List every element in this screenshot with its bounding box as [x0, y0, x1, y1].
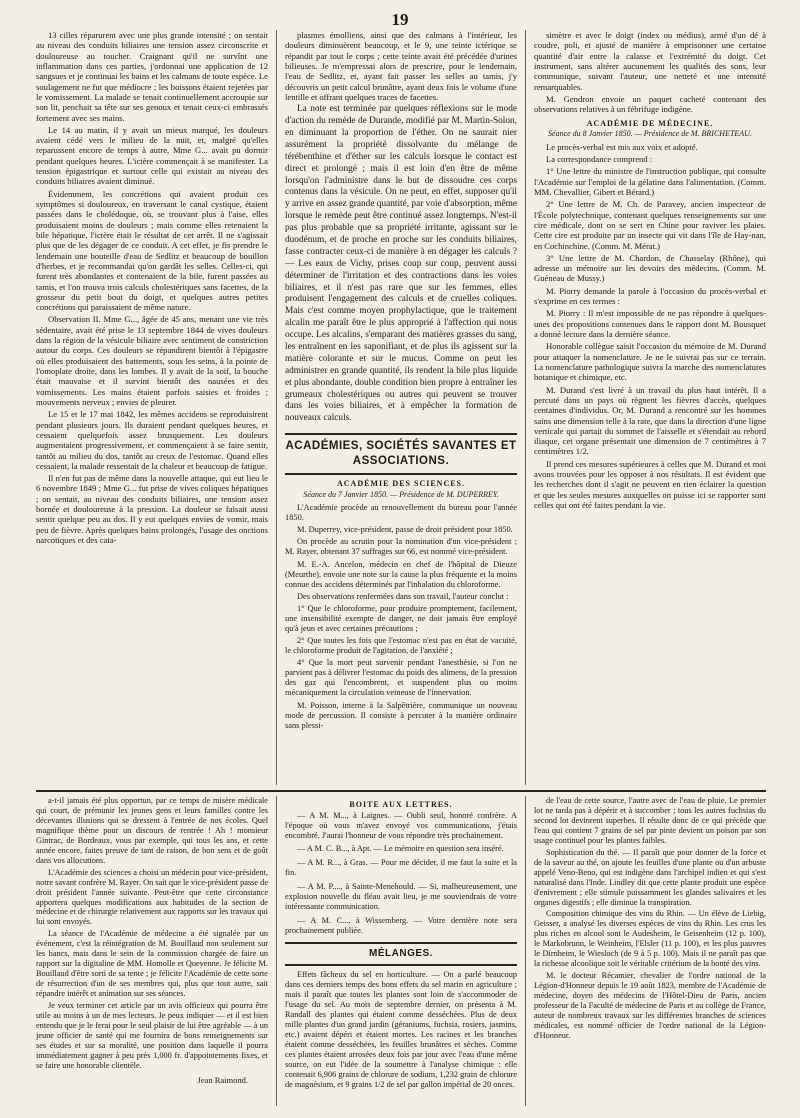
paragraph: 13 cilles réparurent avec une plus grande intensité ; on sentait au niveau des conduits biliaires une tension assez circonscrite et douloureuse au toucher. Craignant qu'il ne survînt une inflammation dans ces parties, j'ordonnai une application de 12 sangsues et je continuai les bains et les calmans de toute espèce. Le soulagement ne fut que médiocre ; les boissons étaient rejetées par le vomissement. La malade se tenait continuellement accroupie sur son lit, penchait sa tête sur ses genoux et tenait ceux-ci embrassés fortement avec ses mains. [36, 30, 268, 123]
column-2 [285, 30, 517, 785]
paragraph: M. le docteur Récamier, chevalier de l'ordre national de la Légion-d'Honneur depuis le 19 août 1823, membre de l'Académie de médecine, doyen des médecins de l'Hôtel-Dieu de Paris, ancien professeur de la Faculté de médecine de Paris et au collège de France, auteur de nombreux travaux sur les différentes branches de sciences médicales, est nommé officier de l'ordre national de la Légion-d'Honneur. [534, 971, 766, 1040]
paragraph: Évidemment, les concrétions qui avaient produit ces symptômes si douloureux, en traversant le canal cystique, étaient passées dans le cholédoque, où, se trouvant plus à l'aise, elles produisaient moins de douleurs ; mais comme elles retenaient la bile hépatique, l'ictère était le résultat de cet arrêt. Il ne s'agissait plus que de les dégager de ce conduit. A cet effet, je fis prendre le lendemain une bouteille d'eau de Sedlitz et beaucoup de bouillon d'herbes, et je recommandai qu'on gardât les selles. Celles-ci, qui furent très abondantes et contenaient de la bile, furent passées au tamis, et l'on trouva trois calculs cholestériques sans facettes, de la grosseur du petit bout du doigt, et quelques autres petites concrétions qui paraissaient de même nature. [36, 188, 268, 313]
academy-title: ACADÉMIE DE MÉDECINE. [586, 118, 714, 128]
paragraph: La séance de l'Académie de médecine a été signalée par un événement, c'est la réintégration de M. Bouillaud non seulement sur les bancs, mais dans le sein de la commission chargée de faire un rapport sur la digitaline de MM. Homolle et Quevenne. Je félicite M. Bouillaud d'être sorti de sa tente ; je félicite l'Académie de cette sorte de résurrection d'un de ses membres qui, plus que tout autre, sait répandre intérêt et animation sur ses séances. [36, 929, 268, 999]
minutes-item: 2° Une lettre de M. Ch. de Paravey, ancien inspecteur de l'École polytechnique, contenant quelques renseignements sur une cire médicale, dont on se sert en Chine pour raviver les plaies. Cette cire est produite par un insecte qui vit dans l'île de Hay-nan, en Cochinchine. (Comm. M. Mérat.) [534, 199, 766, 251]
page-number: 19 [391, 10, 409, 29]
column-divider [525, 796, 526, 1106]
minutes-item: 3° Une lettre de M. Chardon, de Chasselay (Rhône), qui adresse un mémoire sur les devoirs des médecins. (Comm. M. Guéneau de Mussy.) [534, 252, 766, 284]
minutes-item: 1° Que le chloroforme, pour produire promptement, facilement, une insensibilité exempte de danger, ne doit jamais être employé qu'à jeun et avec certaines précautions ; [285, 603, 517, 633]
bottom-column-2 [285, 796, 517, 1106]
minutes-item: 1° Une lettre du ministre de l'instruction publique, qui consulte l'Académie sur l'emploi de la gélatine dans l'alimentation. (Comm. MM. Chevallier, Gibert et Bérard.) [534, 166, 766, 197]
column-divider [276, 30, 277, 785]
minutes-item: M. Piorry demande la parole à l'occasion du procès-verbal et s'exprime en ces termes : [534, 285, 766, 307]
paragraph: L'Académie des sciences a choisi un médecin pour vice-président, notre savant confrère M. Rayer. On sait que le vice-président passe de droit président l'année suivante. Peut-être que cette circonstance apportera quelques modifications aux habitudes de la section de médecine et de chirurgie relativement aux rapports sur les travaux qui lui sont envoyés. [36, 867, 268, 927]
column-divider [276, 796, 277, 1106]
column-divider [525, 30, 526, 785]
paragraph: La note est terminée par quelques réflexions sur le mode d'action du remède de Durande, modifié par M. Martin-Solon, en diminuant la proportion de l'éther. On ne saurait nier assurément la propriété dissolvante du mélange de térébenthine et d'éther sur les calculs lorsque le contact est direct et prolongé ; mais il est loin d'en être de même lorsqu'on l'administre dans le but de dissoudre ces corps contenus dans la vésicule. On ne peut, en effet, supposer qu'il y arrive en assez grande quantité, par voie d'absorption, même lorsque le remède peut être continué assez longtemps. N'est-il pas plus probable que sa propriété irritante, agissant sur le duodénum, et de proche en proche sur les conduits biliaires, fasse contracter ceux-ci de manière à en dégager les calculs ? — Les eaux de Vichy, prises coup sur coup, peuvent aussi déterminer de l'irritation et des contractions dans les voies biliaires, et il n'est pas rare que sur les femmes, elles produisent l'engagement des calculs et de cruelles coliques. Mais c'est comme moyen prophylactique, que le traitement alcalin me paraît être le plus approprié à l'affection qui nous occupe. Les alcalins, s'emparant des matières grasses du sang, les entraînent en les saponifiant, et de plus ils agissent sur la matière colorante et sur le mucus. Comme on peut les administrer en grande quantité, ils rendent la bile plus liquide et plus abondante, double condition bien propre à entraîner les grumeaux cholestériques ou autres qui peuvent se trouver dans les voies biliaires, et à empêcher la formation de nouveaux calculs. [285, 104, 517, 424]
lower-columns [36, 796, 766, 1106]
paragraph: Je veux terminer cet article par un avis officieux qui pourra être utile au moins à un de mes lecteurs. Je peux indiquer — et il est bien entendu que je le ferai pour le seul plaisir de lui être agréable — à un jeune officier de santé qui me fournira de bons renseignements sur ses études et sur sa moralité, une position dans laquelle il pourra immédiatement gagner à peu près 1,000 fr. d'appointements fixes, et se faire une honorable clientèle. [36, 1001, 268, 1070]
minutes-item: Le procès-verbal est mis aux voix et adopté. [546, 141, 698, 152]
letter-item: — A M. C..., à Wissemberg. — Votre dernière note sera prochainement publiée. [285, 916, 517, 936]
letter-item: — A M. R..., à Gras. — Pour me décider, il me faut la suite et la fin. [285, 858, 517, 878]
mixed-title: MÉLANGES. [285, 942, 517, 966]
minutes-item: Honorable collègue saisit l'occasion du mémoire de M. Durand pour attaquer la nomenclature. Je ne le suivrai pas sur ce terrain. La nomenclature pathologique suivra la marche des nomenclatures botanique et chimique, etc. [534, 341, 766, 383]
paragraph: de l'eau de cette source, l'autre avec de l'eau de pluie. Le premier lot ne tarda pas à dépérir et à succomber ; tous les autres fuchsias du second lot devinrent superbes. Il résulte donc de ce qui précède que l'eau qui contient 7 grains de sel par pinte devient un poison par son usage continuel pour les plantes faibles. [534, 796, 766, 845]
minutes-item: M. Durand s'est livré à un travail du plus haut intérêt. Il a percuté dans un pays où règnent les fièvres d'accès, quelques centaines d'individus. Or, M. Durand a rencontré sur les hommes sains une dimension telle à la rate, que dans la direction d'une ligne verticale qui partait du sommet de l'aisselle et s'étendait au rebord iliaque, cet organe présentait une dimension de 7 centimètres à 7 centimètres 1/2. [534, 384, 766, 457]
column-3 [534, 30, 766, 785]
letter-item: — A M. M..., à Laignes. — Oubli seul, honoré confrère. A l'époque où vous m'avez envoyé vos communications, j'étais encombré. J'aurai l'honneur de vous répondre très prochainement. [285, 810, 517, 840]
column-1 [36, 30, 268, 785]
minutes-item: Il prend ces mesures supérieures à celles que M. Durand et moi avons trouvées pour les opposer à nos résultats. Il est évident que les recherches dont il s'agit ne peuvent en rien éclairer la question et que les seules mesures auxquelles on puisse ici se rapporter sont celles qui ont été faites pendant la vie. [534, 458, 766, 510]
letter-item: — A M. P...., à Sainte-Menehould. — Si, malheureusement, une explosion nouvelle du fléau avait lieu, je me souviendrais de votre intéressante communication. [285, 882, 517, 912]
paragraph: M. Gendron envoie un paquet cacheté contenant des observations relatives à un fébrifuge indigène. [534, 93, 766, 115]
horizontal-divider [36, 790, 766, 792]
letters-box-title: BOITE AUX LETTRES. [349, 800, 453, 809]
minutes-item: La correspondance comprend : [546, 154, 653, 164]
paragraph: Le 14 au matin, il y avait un mieux marqué, les douleurs avaient cédé vers le milieu de la nuit, et, malgré qu'elles reparussent encore de temps à autre, Mme G... avait pu dormir pendant quelques heures. L'ictère commençait à se manifester. La tension épigastrique et surtout celle qui existait au niveau des conduits biliaires avaient diminué. [36, 124, 268, 187]
minutes-item: M. Poisson, interne à la Salpêtrière, communique un nouveau mode de percussion. Il consiste à percuter à la manière ordinaire sans plessi- [285, 700, 517, 730]
paragraph: Composition chimique des vins du Rhin. — Un élève de Liebig, Geisser, a analysé les diverses espèces de vins du Rhin. Les crus les plus riches en alcool sont le Audesheim, le Geisenheim (12 p. 100), le Markobrunn, le Weinheim, l'Elsler (11 p. 100), et les plus pauvres le Dirnheim, le Wiesloch (de 9 à 5 p. 100). Mais il ne paraît pas que la richesse alcoolique soit le véritable critérium de la bonté des vins. [534, 909, 766, 969]
minutes-item: 2° Que toutes les fois que l'estomac n'est pas en état de vacuité, le chloroforme produit de l'agitation, de l'anxiété ; [285, 636, 517, 656]
paragraph: plasmes émolliens, ainsi que des calmans à l'intérieur, les douleurs diminuèrent beaucoup, et le 9, une teinte ictérique se répandit par tout le corps ; cette teinte avait été précédée d'urines bilieuses. Je m'empressai alors de prescrire, pour le lendemain, l'eau de Sedlitz, et, ayant fait passer les selles au tamis, j'y découvris un petit calcul brunâtre, ayant deux fois le volume d'une lentille et offrant quelques traces de facettes. [285, 30, 517, 102]
paragraph: a-t-il jamais été plus opportun, par ce temps de misère médicale qui court, de prémunir les jeunes gens et leurs familles contre les décevantes illusions qui se dressent à l'entrée de nos écoles. Quel magnifique thème pour un discours de rentrée ! Ah ! monsieur Gintrac, de Bordeaux, vous par exemple, qui tous les ans, et cette année encore, faites preuve de tant de raison, de bon sens et de goût dans vos allocutions. [36, 796, 268, 865]
letter-item: — A M. C. B..., à Apt. — Le mémoire en question sera inséré. [297, 844, 504, 854]
upper-columns [36, 30, 766, 785]
paragraph: Le 15 et le 17 mai 1842, les mêmes accidens se reproduisirent pendant plusieurs jours. Ils duraient pendant quelques heures, et cessaient quelquefois assez brusquement. Les douleurs augmentaient progressivement, et commençaient à se faire sentir, tantôt au milieu du dos, tantôt au creux de l'estomac. Quand elles cessaient, la malade ressentait de la chaleur et beaucoup de fatigue. [36, 409, 268, 471]
bottom-column-1 [36, 796, 268, 1106]
paragraph: simètre et avec le doigt (index ou médius), armé d'un dé à coudre, poli, et ajusté de manière à emprisonner une certaine quantité d'air entre la calasse et l'extrémité du doigt. Cet instrument, sans altérer aucunement les qualités des sons, leur communique, suivant l'auteur, une netteté et une intensité remarquables. [534, 30, 766, 92]
minutes-item: 4° Que la mort peut survenir pendant l'anesthésie, si l'on ne parvient pas à délivrer l'estomac du poids des alimens, de la pression des gaz qui l'encombrent, et suspendent plus ou moins mécaniquement la circulation veineuse de l'innervation. [285, 658, 517, 698]
paragraph: Effets fâcheux du sel en horticulture. — On a parlé beaucoup dans ces derniers temps des bons effets du sel marin en agriculture ; mais il paraît que toutes les plantes sont loin de s'accommoder de l'usage du sel. Au mois de septembre dernier, on présenta à M. Randall des plantes qui étaient comme desséchées. Plus de deux mille plantes d'un grand jardin (géraniums, fuchsia, rosiers, jasmins, etc.) avaient dépéri et étaient mortes. Les racines et les branches étaient comme desséchées, les feuilles brunâtres et sèches. Comme ces plantes étaient arrosées deux fois par jour avec l'eau d'une même source, on eut l'idée de la soumettre à l'analyse chimique : elle contenait 6,906 grains de chlorure de sodium, 1,232 grain de chlorure de magnésium, et 9 grains 1/2 de sel par gallon impérial de 20 onces. [285, 970, 517, 1089]
minutes-item: M. Duperrey, vice-président, passe de droit président pour 1850. [297, 525, 513, 535]
signature: Jean Raimond. [197, 1074, 248, 1085]
minutes-item: L'Académie procède au renouvellement du bureau pour l'année 1850. [285, 503, 517, 523]
minutes-item: On procède au scrutin pour la nomination d'un vice-président ; M. Rayer, obtenant 37 suffrages sur 66, est nommé vice-président. [285, 537, 517, 557]
minutes-item: Des observations renfermées dans son travail, l'auteur conclut : [297, 591, 509, 601]
paragraph: Sophistication du thé. — Il paraît que pour donner de la force et de la saveur au thé, on ajoute les feuilles d'une plante ou d'un arbuste appelé Veno-Beno, qui est indigène dans l'archipel indien et qui s'est naturalisé dans l'Inde. Lindley dit que cette plante produit une espèce d'enivrement ; elle stimule puissamment les glandes salivaires et les organes digestifs ; elle diminue la transpiration. [534, 847, 766, 907]
minutes-item: M. E.-A. Ancelon, médecin en chef de l'hôpital de Dieuze (Meurthe), envoie une note sur la cause la plus fréquente et la moins connue des accidens déterminés par l'inhalation du chloroforme. [285, 559, 517, 589]
academy-title: ACADÉMIE DES SCIENCES. [336, 478, 466, 488]
section-title: ACADÉMIES, SOCIÉTÉS SAVANTES ET ASSOCIATIONS. [285, 433, 517, 474]
paragraph: Il n'en fut pas de même dans la nouvelle attaque, qui eut lieu le 6 novembre 1849 ; Mme G... fut prise de vives coliques hépatiques ; on sentait, au niveau des conduits biliaires, une tension assez bornée et douloureuse à la pression. La douleur se faisait aussi sentir quelque peu au dos. Il y eut quelques envies de vomir, mais peu de fièvre. Après quelques bains prolongés, l'usage des onctions narcotiques et des cata- [36, 473, 268, 545]
session-line: Séance du 8 Janvier 1850. — Présidence de M. BRICHETEAU. [548, 129, 752, 139]
paragraph: Observation II. Mme G..., âgée de 45 ans, menant une vie très sédentaire, avait été prise le 13 septembre 1844 de vives douleurs dans la région de la vésicule biliaire avec sentiment de constriction autour du corps. Ces douleurs se répandirent bientôt à l'épigastre où elles produisaient des battements, sous les seins, à la pointe de l'omoplate droite, dans les lombes. Il y avait de la soif, la bouche était mauvaise et il survint bientôt des nausées et des vomissements. Les mains étaient parfois saisies et froides ; mouvements nerveux ; envies de pleurer. [36, 314, 268, 407]
session-line: Séance du 7 Janvier 1850. — Présidence de M. DUPERREY. [303, 489, 499, 499]
bottom-column-3 [534, 796, 766, 1106]
minutes-item: M. Piorry : Il m'est impossible de ne pas répondre à quelques-unes des propositions contenues dans le rapport dont M. Bousquet a donné lecture dans la dernière séance. [534, 308, 766, 339]
